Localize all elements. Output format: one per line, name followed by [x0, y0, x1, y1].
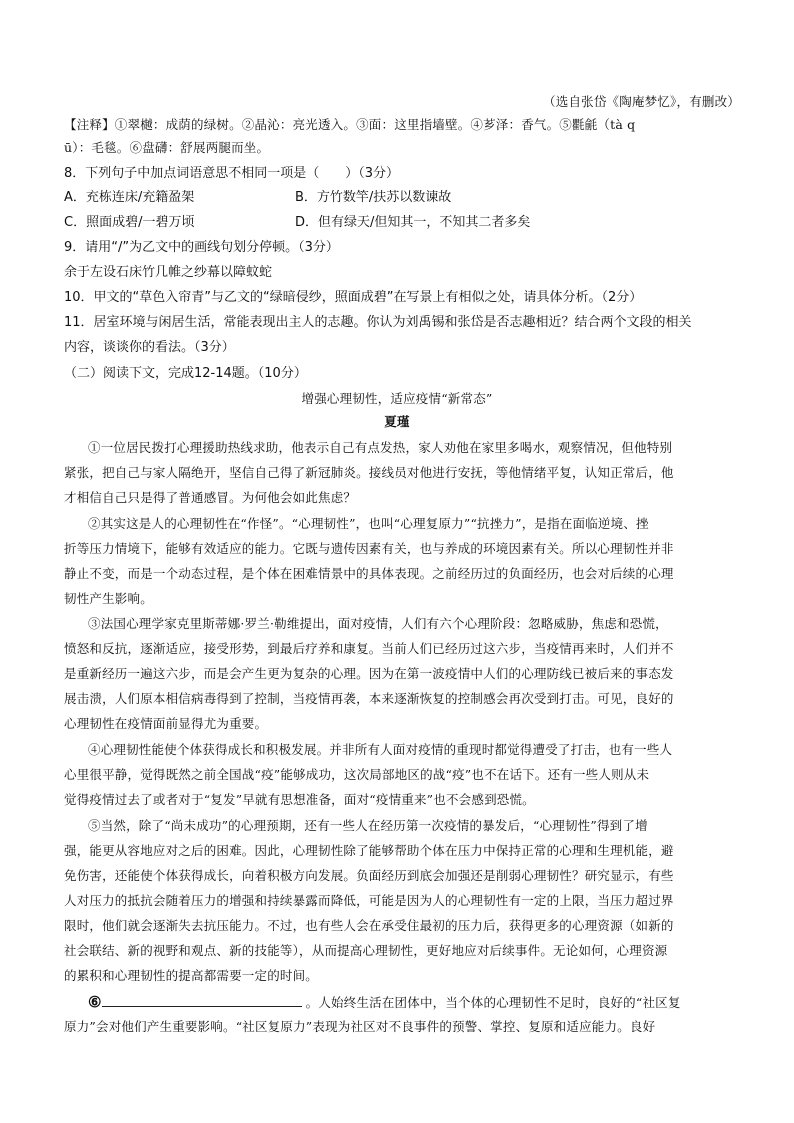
paragraph-3-line: 愤怒和反抗，逐渐适应，接受形势，到最后疗养和康复。当前人们已经历过这六步，当疫情再来时，人们并不 [64, 641, 674, 656]
paragraph-2-line: 折等压力情境下，能够有效适应的能力。它既与遗传因素有关，也与养成的环境因素有关。所以心理韧性并非 [64, 541, 674, 556]
paragraph-2-line: ②其实这是人的心理韧性在“作怪”。“心理韧性”，也叫“心理复原力”“抗挫力”，是指在面临逆境、挫 [88, 516, 649, 531]
paragraph-6-text: 。人始终生活在团体中，当个体的心理韧性不足时，良好的“社区复 [305, 995, 681, 1010]
paragraph-5-line: 人对压力的抵抗会随着压力的增强和持续暴露而降低，可能是因为人的心理韧性有一定的上限，当压力超过界 [64, 893, 674, 908]
notes-line-2: ū）：毛毯。⑥盘礴：舒展两腿而坐。 [64, 140, 270, 155]
notes-line-1: 【注释】①翠樾：成荫的绿树。②晶沁：亮光透入。③面：这里指墙壁。④芗泽：香气。⑤氍毹（tà q [64, 117, 636, 132]
paragraph-6-line-1 [88, 992, 740, 1013]
question-8-option-c: C．照面成碧/一碧万顷 [64, 215, 195, 230]
article-author: 夏瑾 [384, 414, 410, 429]
paragraph-3-line: ③法国心理学家克里斯蒂娜·罗兰·勒维提出，面对疫情，人们有六个心理阶段：忽略威胁，焦虑和恐慌， [88, 616, 668, 631]
paragraph-5-line: 的累积和心理韧性的提高都需要一定的时间。 [64, 968, 319, 983]
paragraph-2-line: 韧性产生影响。 [64, 591, 153, 606]
paragraph-6-marker: ⑥ [88, 993, 102, 1011]
paragraph-5-line: ⑤当然，除了“尚未成功”的心理预期，还有一些人在经历第一次疫情的暴发后，“心理韧性”得到了增 [88, 818, 648, 833]
question-9-stem: 9．请用“/”为乙文中的画线句划分停顿。（3分） [64, 240, 339, 255]
paragraph-3-line: 心理韧性在疫情面前显得尤为重要。 [64, 716, 268, 731]
question-11-line-2: 内容，谈谈你的看法。（3分） [64, 340, 235, 355]
paragraph-1-line: 紧张，把自己与家人隔绝开，坚信自己得了新冠肺炎。接线员对他进行安抚，等他情绪平复，认知正常后，他 [64, 465, 674, 480]
question-8-stem: 8．下列句子中加点词语意思不相同一项是（ ）（3分） [64, 166, 400, 181]
paragraph-3-line: 展击溃，人们原本相信病毒得到了控制，当疫情再袭，本来逐渐恢复的控制感会再次受到打击。可见，良好的 [64, 691, 674, 706]
question-10: 10．甲文的“草色入帘青”与乙文的“绿暗侵纱，照面成碧”在写景上有相似之处，请具体分析。（2分） [64, 290, 643, 305]
paragraph-1-line: 才相信自己只是得了普通感冒。为何他会如此焦虑？ [64, 490, 357, 505]
paragraph-5-line: 强，能更从容地应对之后的困难。因此，心理韧性除了能够帮助个体在压力中保持正常的心理和生理机能，避 [64, 843, 674, 858]
paragraph-6-line-2: 原力”会对他们产生重要影响。“社区复原力”表现为社区对不良事件的预警、掌控、复原和适应能力。良好 [64, 1019, 656, 1034]
paragraph-1-line: ①一位居民拨打心理援助热线求助，他表示自己有点发热，家人劝他在家里多喝水，观察情况，但他特别 [88, 440, 673, 455]
paragraph-4-line: ④心理韧性能使个体获得成长和积极发展。并非所有人面对疫情的重现时都觉得遭受了打击，也有一些人 [88, 742, 673, 757]
answer-blank[interactable] [102, 992, 302, 1007]
paragraph-5-line: 免伤害，还能使个体获得成长，向着积极方向发展。负面经历到底会加强还是削弱心理韧性？研究显示，有些 [64, 868, 674, 883]
paragraph-2-line: 静止不变，而是一个动态过程，是个体在困难情景中的具体表现。之前经历过的负面经历，也会对后续的心理 [64, 566, 674, 581]
paragraph-3-line: 是重新经历一遍这六步，而是会产生更为复杂的心理。因为在第一波疫情中人们的心理防线已被后来的事态发 [64, 666, 674, 681]
question-8-option-d: D．但有绿天/但知其一，不知其二者多矣 [295, 215, 531, 230]
section-2-heading: （二）阅读下文，完成12-14题。（10分） [64, 366, 307, 381]
paragraph-5-line: 限时，他们就会逐渐失去抗压能力。不过，也有些人会在承受住最初的压力后，获得更多的心理资源（如新的 [64, 918, 674, 933]
article-title: 增强心理韧性，适应疫情“新常态” [301, 391, 493, 406]
question-11-line-1: 11．居室环境与闲居生活，常能表现出主人的志趣。你认为刘禹锡和张岱是否志趣相近？结合两个文段的相关 [64, 315, 692, 330]
source-citation: （选自张岱《陶庵梦忆》，有删改） [543, 94, 740, 109]
paragraph-4-line: 心里很平静，觉得既然之前全国战“疫”能够成功，这次局部地区的战“疫”也不在话下。还有一些人则从未 [64, 767, 650, 782]
question-9-sentence: 余于左设石床竹几帷之纱幕以障蚊蛇 [64, 265, 273, 280]
paragraph-4-line: 觉得疫情过去了或者对于“复发”早就有思想准备，面对“疫情重来”也不会感到恐慌。 [64, 792, 535, 807]
paragraph-5-line: 社会联结、新的视野和观点、新的技能等），从而提高心理韧性，更好地应对后续事件。无论如何，心理资源 [64, 943, 668, 958]
question-8-option-b: B．方竹数竿/扶苏以数谏故 [295, 190, 452, 205]
question-8-option-a: A．充栋连床/充籍盈架 [64, 190, 195, 205]
